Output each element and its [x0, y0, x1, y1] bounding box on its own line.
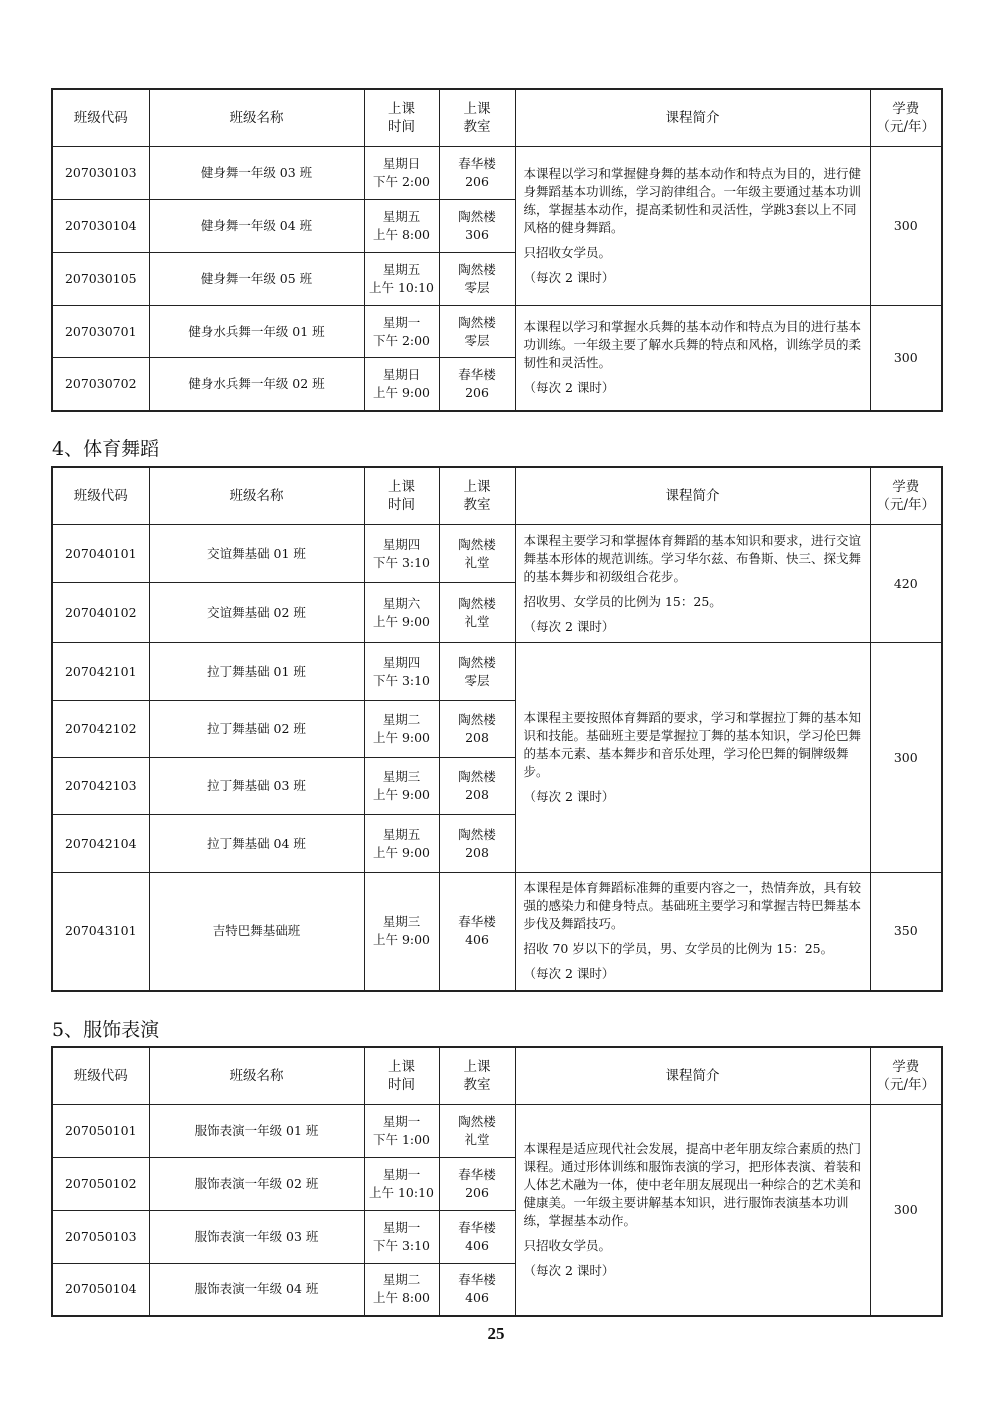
course-description: 本课程是体育舞蹈标准舞的重要内容之一，热情奔放，具有较强的感染力和健身特点。基础班主要学习和掌握吉特巴舞基本步伐及舞蹈技巧。 招收 70 岁以下的学员，男、女学员的比例为 15：25。 （每次 2 课时）: [515, 873, 870, 991]
header-time: 上课 时间: [364, 1047, 439, 1105]
course-description: 本课程主要按照体育舞蹈的要求，学习和掌握拉丁舞的基本知识和技能。基础班主要是掌握拉丁舞的基本知识，学习伦巴舞的基本元素、基本舞步和音乐处理，学习伦巴舞的铜牌级舞步。 （每次 2 课时）: [515, 643, 870, 873]
header-name: 班级名称: [149, 1047, 364, 1105]
class-room: 陶然楼 208: [439, 815, 515, 873]
class-name: 交谊舞基础 01 班: [149, 525, 364, 583]
class-room: 陶然楼 礼堂: [439, 1105, 515, 1158]
class-time: 星期二 上午 8:00: [364, 1264, 439, 1316]
class-code: 207050102: [52, 1158, 149, 1211]
course-fee: 350: [870, 873, 942, 991]
class-room: 春华楼 406: [439, 1211, 515, 1264]
class-name: 吉特巴舞基础班: [149, 873, 364, 991]
class-room: 陶然楼 零层: [439, 306, 515, 358]
class-name: 拉丁舞基础 04 班: [149, 815, 364, 873]
table-row: [52, 1105, 942, 1158]
class-time: 星期五 上午 9:00: [364, 815, 439, 873]
header-fee: 学费 （元/年）: [870, 1047, 942, 1105]
class-time: 星期日 下午 2:00: [364, 147, 439, 200]
header-intro: 课程简介: [515, 1047, 870, 1105]
header-room: 上课 教室: [439, 467, 515, 525]
class-code: 207042104: [52, 815, 149, 873]
class-name: 健身舞一年级 04 班: [149, 200, 364, 253]
page-number: 25: [487, 1324, 505, 1343]
class-room: 陶然楼 208: [439, 701, 515, 758]
class-name: 拉丁舞基础 01 班: [149, 643, 364, 701]
header-code: 班级代码: [52, 467, 149, 525]
class-code: 207040102: [52, 583, 149, 643]
header-row: [52, 89, 942, 147]
header-room: 上课 教室: [439, 1047, 515, 1105]
class-code: 207043101: [52, 873, 149, 991]
class-room: 春华楼 206: [439, 1158, 515, 1211]
header-fee: 学费 （元/年）: [870, 467, 942, 525]
course-fee: 300: [870, 643, 942, 873]
class-room: 陶然楼 208: [439, 758, 515, 815]
class-code: 207042103: [52, 758, 149, 815]
section-title-sport-dance: 4、体育舞蹈: [52, 438, 160, 460]
course-table-fitness-dance: [51, 88, 943, 412]
class-name: 拉丁舞基础 03 班: [149, 758, 364, 815]
class-code: 207030105: [52, 253, 149, 306]
class-room: 春华楼 406: [439, 873, 515, 991]
class-room: 陶然楼 306: [439, 200, 515, 253]
class-time: 星期六 上午 9:00: [364, 583, 439, 643]
table-row: [52, 643, 942, 701]
header-code: 班级代码: [52, 1047, 149, 1105]
class-name: 健身舞一年级 05 班: [149, 253, 364, 306]
class-time: 星期四 下午 3:10: [364, 525, 439, 583]
course-fee: 300: [870, 147, 942, 306]
class-room: 春华楼 206: [439, 358, 515, 411]
class-time: 星期日 上午 9:00: [364, 358, 439, 411]
header-time: 上课 时间: [364, 89, 439, 147]
class-code: 207042102: [52, 701, 149, 758]
table-row: [52, 873, 942, 991]
class-time: 星期三 上午 9:00: [364, 873, 439, 991]
table-row: [52, 147, 942, 200]
class-room: 陶然楼 礼堂: [439, 525, 515, 583]
class-name: 健身水兵舞一年级 02 班: [149, 358, 364, 411]
header-row: [52, 467, 942, 525]
class-name: 服饰表演一年级 01 班: [149, 1105, 364, 1158]
header-fee: 学费 （元/年）: [870, 89, 942, 147]
class-time: 星期四 下午 3:10: [364, 643, 439, 701]
class-name: 健身舞一年级 03 班: [149, 147, 364, 200]
class-name: 拉丁舞基础 02 班: [149, 701, 364, 758]
course-table-sport-dance: [51, 466, 943, 992]
class-time: 星期一 上午 10:10: [364, 1158, 439, 1211]
course-description: 本课程是适应现代社会发展，提高中老年朋友综合素质的热门课程。通过形体训练和服饰表演的学习，把形体表演、着装和人体艺术融为一体，使中老年朋友展现出一种综合的艺术美和健康美。一年级主要讲解基本知识，进行服饰表演基本功训练，掌握基本动作。 只招收女学员。 （每次 2 课时）: [515, 1105, 870, 1316]
class-time: 星期五 上午 10:10: [364, 253, 439, 306]
class-code: 207030104: [52, 200, 149, 253]
course-description: 本课程主要学习和掌握体育舞蹈的基本知识和要求，进行交谊舞基本形体的规范训练。学习华尔兹、布鲁斯、快三、探戈舞的基本舞步和初级组合花步。 招收男、女学员的比例为 15：25。 （每次 2 课时）: [515, 525, 870, 643]
class-name: 交谊舞基础 02 班: [149, 583, 364, 643]
class-time: 星期五 上午 8:00: [364, 200, 439, 253]
class-room: 春华楼 406: [439, 1264, 515, 1316]
class-code: 207050104: [52, 1264, 149, 1316]
class-room: 春华楼 206: [439, 147, 515, 200]
header-time: 上课 时间: [364, 467, 439, 525]
class-code: 207030702: [52, 358, 149, 411]
class-code: 207042101: [52, 643, 149, 701]
class-name: 服饰表演一年级 04 班: [149, 1264, 364, 1316]
class-code: 207040101: [52, 525, 149, 583]
table-row: [52, 306, 942, 358]
section-title-fashion-show: 5、服饰表演: [52, 1019, 160, 1041]
course-fee: 300: [870, 1105, 942, 1316]
class-time: 星期一 下午 1:00: [364, 1105, 439, 1158]
class-code: 207050103: [52, 1211, 149, 1264]
class-time: 星期一 下午 3:10: [364, 1211, 439, 1264]
class-name: 服饰表演一年级 03 班: [149, 1211, 364, 1264]
class-time: 星期二 上午 9:00: [364, 701, 439, 758]
class-name: 服饰表演一年级 02 班: [149, 1158, 364, 1211]
course-table-fashion-show: [51, 1046, 943, 1317]
course-description: 本课程以学习和掌握水兵舞的基本动作和特点为目的进行基本功训练。一年级主要了解水兵舞的特点和风格，训练学员的柔韧性和灵活性。 （每次 2 课时）: [515, 306, 870, 411]
class-room: 陶然楼 零层: [439, 253, 515, 306]
class-room: 陶然楼 零层: [439, 643, 515, 701]
class-time: 星期三 上午 9:00: [364, 758, 439, 815]
class-code: 207050101: [52, 1105, 149, 1158]
header-intro: 课程简介: [515, 467, 870, 525]
header-room: 上课 教室: [439, 89, 515, 147]
class-code: 207030103: [52, 147, 149, 200]
header-intro: 课程简介: [515, 89, 870, 147]
class-room: 陶然楼 礼堂: [439, 583, 515, 643]
table-row: [52, 525, 942, 583]
header-name: 班级名称: [149, 89, 364, 147]
class-code: 207030701: [52, 306, 149, 358]
course-description: 本课程以学习和掌握健身舞的基本动作和特点为目的，进行健身舞蹈基本功训练，学习韵律组合。一年级主要通过基本功训练，掌握基本动作，提高柔韧性和灵活性，学跳3套以上不同风格的健身舞蹈。 只招收女学员。 （每次 2 课时）: [515, 147, 870, 306]
header-row: [52, 1047, 942, 1105]
class-name: 健身水兵舞一年级 01 班: [149, 306, 364, 358]
course-fee: 300: [870, 306, 942, 411]
header-code: 班级代码: [52, 89, 149, 147]
header-name: 班级名称: [149, 467, 364, 525]
course-fee: 420: [870, 525, 942, 643]
class-time: 星期一 下午 2:00: [364, 306, 439, 358]
